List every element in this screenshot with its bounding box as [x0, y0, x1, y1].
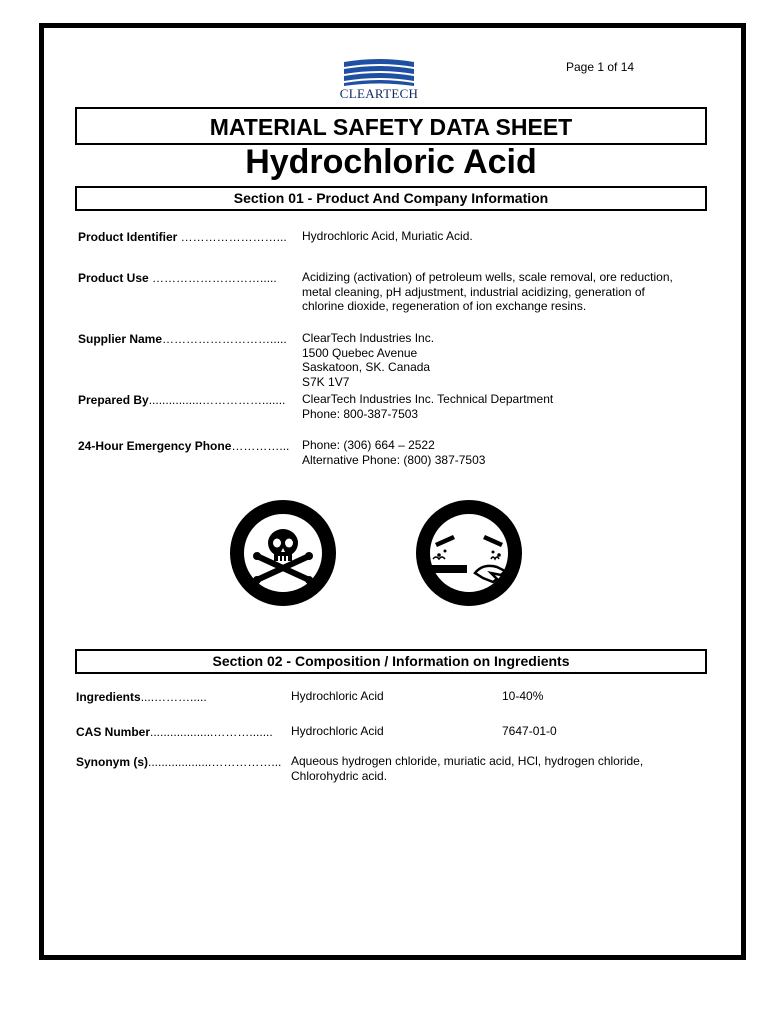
product-use-label: Product Use ……………………….....: [78, 271, 277, 285]
ingredients-value: Hydrochloric Acid: [291, 689, 384, 703]
section-02-title: Section 02 - Composition / Information on Ingredients: [212, 653, 570, 669]
section-01-header: [75, 186, 707, 211]
title-box: [75, 107, 707, 145]
cas-number-ingredient: Hydrochloric Acid: [291, 724, 384, 738]
ingredients-label: Ingredients....……….....: [76, 690, 207, 704]
emergency-phone-label: 24-Hour Emergency Phone…………...: [78, 439, 290, 453]
cas-number-label: CAS Number...................……….......: [76, 725, 273, 739]
synonyms-label: Synonym (s)...................……………...: [76, 755, 282, 769]
corrosive-icon: [415, 499, 523, 607]
product-name: Hydrochloric Acid: [245, 143, 537, 181]
supplier-name-label: Supplier Name……………………….....: [78, 332, 287, 346]
prepared-by-value: ClearTech Industries Inc. Technical Department Phone: 800-387-7503: [302, 392, 554, 421]
product-identifier-value: Hydrochloric Acid, Muriatic Acid.: [302, 229, 473, 243]
logo-text: CLEARTECH: [339, 86, 419, 101]
section-02-header: [75, 649, 707, 674]
supplier-name-value: ClearTech Industries Inc. 1500 Quebec Avenue Saskatoon, SK. Canada S7K 1V7: [302, 331, 435, 389]
page-number: Page 1 of 14: [566, 60, 635, 74]
product-use-value: Acidizing (activation) of petroleum wells, scale removal, ore reduction, metal cleaning, pH adjustment, industrial acidizing, generation of chlorine dioxide, regeneration of ion exchange resins.: [302, 270, 673, 313]
synonyms-value: Aqueous hydrogen chloride, muriatic acid, HCl, hydrogen chloride, Chlorohydric acid.: [291, 754, 644, 783]
emergency-phone-value: Phone: (306) 664 – 2522 Alternative Phone: (800) 387-7503: [302, 438, 486, 467]
ingredients-concentration: 10-40%: [502, 689, 544, 703]
prepared-by-label: Prepared By................…………….......: [78, 393, 286, 407]
product-identifier-label: Product Identifier ……………………...: [78, 230, 287, 244]
cas-number-value: 7647-01-0: [502, 724, 557, 738]
document-title: MATERIAL SAFETY DATA SHEET: [209, 114, 573, 140]
section-01-title: Section 01 - Product And Company Information: [233, 190, 549, 206]
skull-crossbones-icon: [229, 499, 337, 607]
